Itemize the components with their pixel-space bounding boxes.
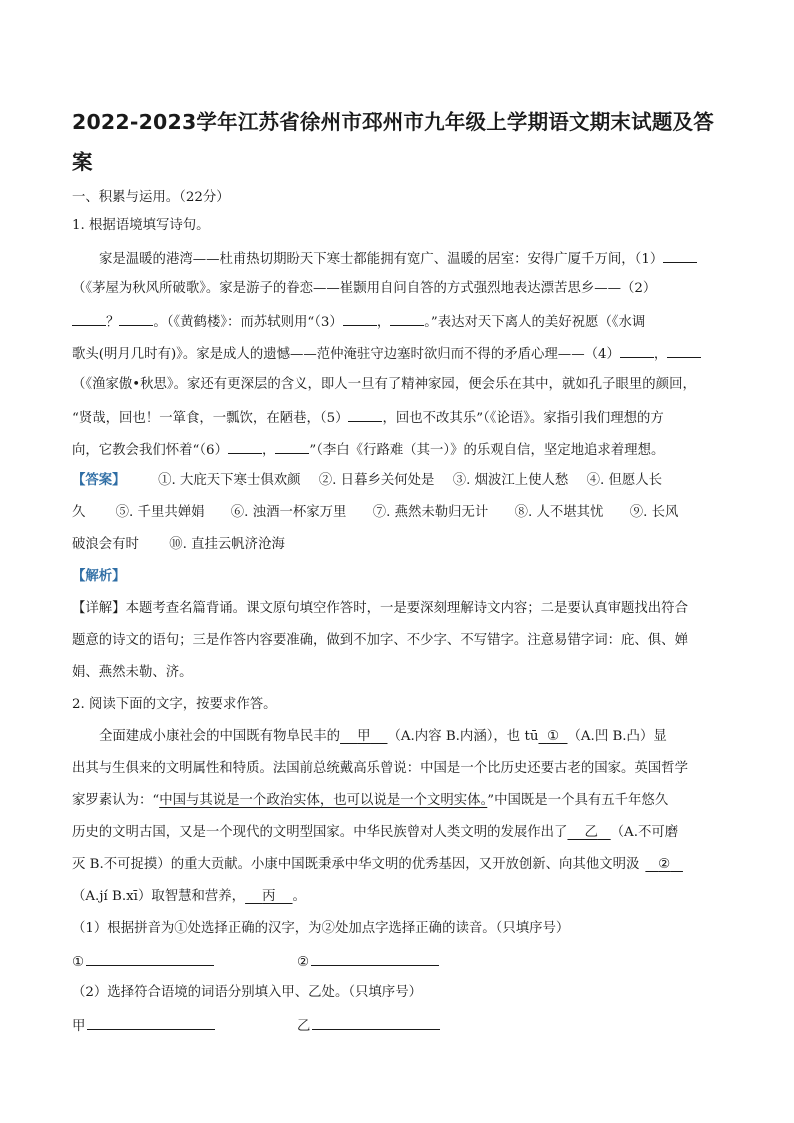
answer-input-line[interactable] [86,951,214,966]
section-heading: 一、积累与运用。（22分） [72,190,230,205]
answer-field-2 [297,951,439,973]
q1-text: ”（李白《行路难（其一）》的乐观自信，坚定地追求着理想。 [309,443,665,458]
blank-jia: 甲 [357,729,371,744]
q2-text: 家罗素认为：“ [72,793,160,808]
q1-text: 。（《黄鹤楼》：而苏轼则用“（3） [153,315,343,330]
detail-tag: 【详解】 [72,601,126,616]
answer-blank [620,343,654,358]
detail-line: 题意的诗文的语句；三是作答内容要准确，做到不加字、不少字、不写错字。注意易错字词：庇、俱、婵 [72,633,688,648]
analysis-tag [72,567,126,587]
field-label: 甲 [72,1019,86,1034]
answer-item: ⑦. 燕然未勒归无计 [372,505,489,520]
blank-1: ① [546,729,559,744]
question-2-stem: 2. 阅读下面的文字，按要求作答。 [72,697,277,712]
answer-item: ③. 烟波江上使人愁 [452,473,569,488]
answer-item: ⑤. 千里共婵娟 [115,505,205,520]
q1-line: （《茅屋为秋风所破歌》。家是游子的眷恋——崔颢用自问自答的方式强烈地表达漂苦思乡——（2） [72,281,657,296]
q2-text: 。 [292,889,306,904]
q1-text: ， [653,347,668,362]
answer-item: ⑥. 浊酒一杯家万里 [230,505,347,520]
detail-text: 本题考查名篇背诵。课文原句填空作答时，一是要深刻理解诗文内容；二是要认真审题找出符合 [125,601,688,616]
answer-blank [390,311,424,326]
q2-line [72,855,683,875]
q2-text: （A.凹 B.凸）显 [567,729,667,744]
answer-blank [667,343,701,358]
q2-line [99,727,667,747]
q1-text: ？ [106,315,120,330]
answer-line [72,471,662,491]
q1-text: “贤哉，回也！一箪食，一瓢饮，在陋巷，（5） [72,411,349,426]
answer-line [72,535,285,555]
answer-input-line[interactable] [311,951,439,966]
q1-text: 歌头(明月几时有)》。家是成人的遗憾——范仲淹驻守边塞时欲归而不得的矛盾心理——（4） [72,347,620,362]
answer-blank [119,311,153,326]
q1-line [72,439,664,461]
q2-text: （A.内容 B.内涵），也 tū [387,729,539,744]
blank-yi: 乙 [584,825,598,840]
page-title: 2022-2023学年江苏省徐州市邳州市九年级上学期语文期末试题及答案 [72,110,714,174]
q2-line [72,791,668,811]
answer-blank [663,248,697,263]
q2-text: 全面建成小康社会的中国既有物阜民丰的 [99,729,341,744]
q1-line [72,407,664,429]
q2-text: 历史的文明古国，又是一个现代的文明型国家。中华民族曾对人类文明的发展作出了 [72,825,568,840]
field-label: ① [72,955,85,970]
q1-text: 家是温暖的港湾——杜甫热切期盼天下寒士都能拥有宽广、温暖的居室：安得广厦千万间，（1） [99,252,664,267]
answer-field-1 [72,951,214,973]
answer-input-line[interactable] [87,1015,215,1030]
answer-item: 久 [72,505,86,520]
answer-blank [72,311,106,326]
answer-item: ⑩. 直挂云帆济沧海 [169,537,285,552]
q2-text: （A.不可磨 [610,825,679,840]
answer-field-yi [297,1015,440,1037]
q1-line [99,248,697,270]
answer-item: 破浪会有时 [72,537,139,552]
answer-blank [275,439,309,454]
detail-line: 娟、燕然未勒、济。 [72,665,193,680]
q1-text: ， [261,443,276,458]
q1-text: ， [376,315,391,330]
answer-tag: 【答案】 [72,473,126,488]
q2-line: 出其与生俱来的文明属性和特质。法国前总统戴高乐曾说：中国是一个比历史还要古老的国家。英国哲学 [72,761,688,776]
q2-text: ”中国既是一个具有五千年悠久 [487,793,669,808]
q1-text: ，回也不改其乐”（《论语》。家指引我们理想的方 [382,411,664,426]
answer-item: ⑧. 人不堪其忧 [514,505,604,520]
answer-item: ①. 大庇天下寒士俱欢颜 [158,473,301,488]
answer-blank [348,407,382,422]
blank-2: ② [658,857,671,872]
sub-question-2: （2）选择符合语境的词语分别填入甲、乙处。（只填序号） [72,985,422,1000]
answer-item: ④. 但愿人长 [586,473,663,488]
q1-line [72,311,645,333]
field-label: ② [297,955,310,970]
answer-blank [228,439,262,454]
answer-field-jia [72,1015,215,1037]
blank-bing: 丙 [262,889,276,904]
q1-line: （《渔家傲•秋思》。家还有更深层的含义，即人一旦有了精神家园，便会乐在其中，就如孔子眼里的颜回， [72,377,696,392]
answer-blank [343,311,377,326]
q2-line [72,823,678,843]
q2-line [72,887,306,907]
q2-text: （A.jí B.xī）取智慧和营养， [72,889,246,904]
answer-input-line[interactable] [312,1015,440,1030]
answer-item: ②. 日暮乡关何处是 [318,473,435,488]
field-label: 乙 [297,1019,311,1034]
q1-text: 向，它教会我们怀着“（6） [72,443,228,458]
q1-line [72,343,701,365]
sub-question-1: （1）根据拼音为①处选择正确的汉字，为②处加点字选择正确的读音。（只填序号） [72,921,570,936]
q1-text: 。”表达对天下离人的美好祝愿（《水调 [424,315,646,330]
answer-line [72,503,678,523]
answer-item: ⑨. 长风 [629,505,679,520]
detail-line [72,599,688,619]
underlined-quote: 中国与其说是一个政治实体，也可以说是一个文明实体。 [159,793,488,808]
q2-text: 灭 B.不可捉摸）的重大贡献。小康中国既秉承中华文明的优秀基因，又开放创新、向其他文明汲 [72,857,640,872]
question-1-stem: 1. 根据语境填写诗句。 [72,218,210,233]
analysis-label: 【解析】 [72,569,126,584]
